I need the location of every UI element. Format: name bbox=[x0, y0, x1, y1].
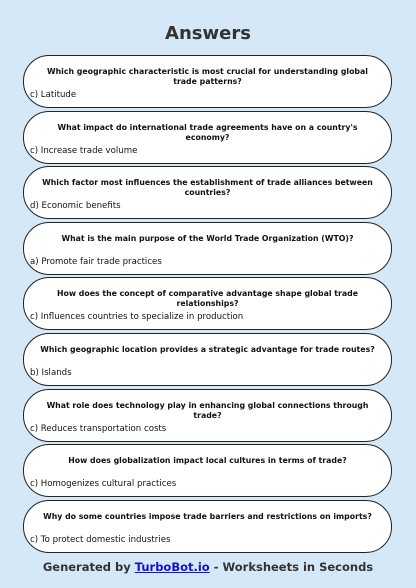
question-text: Which geographic location provides a strategic advantage for trade routes? bbox=[40, 344, 375, 354]
answer-card bbox=[23, 111, 392, 164]
turbobot-link[interactable]: TurboBot.io bbox=[134, 560, 210, 574]
answer-card bbox=[23, 333, 392, 386]
answer-text: d) Economic benefits bbox=[30, 201, 121, 212]
footer-prefix: Generated by bbox=[42, 560, 135, 574]
answer-card bbox=[23, 444, 392, 497]
answer-text: c) Increase trade volume bbox=[30, 145, 138, 156]
footer bbox=[0, 560, 416, 575]
footer-suffix: - Worksheets in Seconds bbox=[209, 560, 374, 574]
answer-card bbox=[23, 166, 392, 219]
answer-text: a) Promote fair trade practices bbox=[30, 256, 162, 267]
question-text: Which factor most influences the establishment of trade alliances between countries? bbox=[42, 178, 373, 198]
answer-text: c) Influences countries to specialize in production bbox=[30, 312, 244, 323]
question-text: Which geographic characteristic is most crucial for understanding global trade patterns? bbox=[47, 67, 368, 86]
question-text: How does globalization impact local cultures in terms of trade? bbox=[68, 456, 347, 466]
question-text: What impact do international trade agreements have on a country's economy? bbox=[57, 122, 358, 142]
answer-text: c) To protect domestic industries bbox=[30, 534, 171, 545]
question-text: What role does technology play in enhancing global connections through trade? bbox=[46, 400, 369, 420]
answer-text: c) Latitude bbox=[30, 90, 77, 100]
question-text: What is the main purpose of the World Trade Organization (WTO)? bbox=[61, 233, 354, 243]
answer-text: c) Homogenizes cultural practices bbox=[30, 479, 177, 490]
answer-card bbox=[23, 55, 392, 108]
answer-card bbox=[23, 222, 392, 275]
answer-card bbox=[23, 500, 392, 553]
page-title: Answers bbox=[165, 23, 251, 44]
question-text: Why do some countries impose trade barriers and restrictions on imports? bbox=[43, 511, 372, 521]
answer-text: c) Reduces transportation costs bbox=[30, 423, 167, 434]
question-text: How does the concept of comparative advantage shape global trade relationships? bbox=[56, 289, 358, 309]
answer-list bbox=[23, 55, 392, 555]
answer-card bbox=[23, 389, 392, 442]
answer-card bbox=[23, 277, 392, 330]
answer-text: b) Islands bbox=[30, 367, 72, 378]
